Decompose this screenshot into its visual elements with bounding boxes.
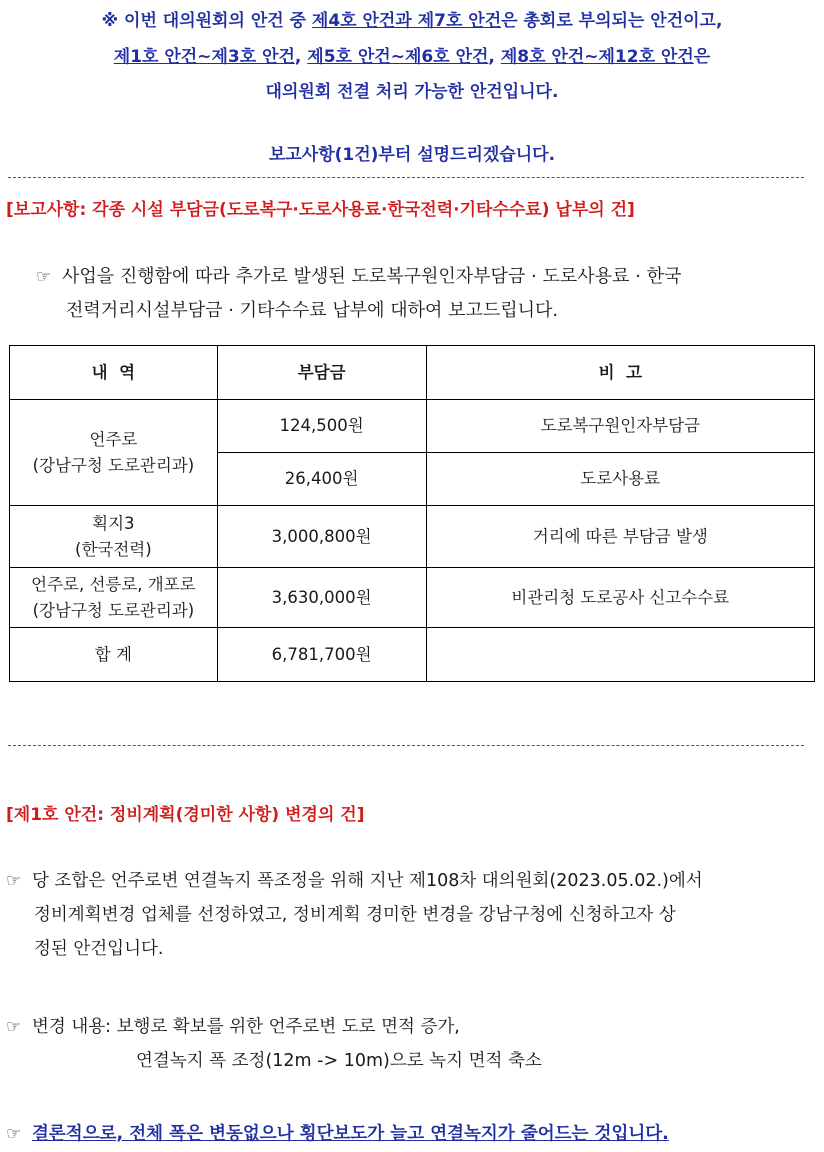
intro-highlight-general-assembly: 제4호 안건과 제7호 안건 [311,11,502,31]
pointing-hand-icon: ☞ [6,871,22,891]
comma: , [488,47,501,67]
intro-line-1 [0,6,824,31]
divider [8,745,804,746]
fee-table [9,345,815,682]
item-line-1: 언주로 [89,429,138,449]
report-text: 사업을 진행함에 따라 추가로 발생된 도로복구원인자부담금 · 도로사용료 · 한국 [62,266,682,287]
intro-highlight-8-12: 제8호 안건~제12호 안건 [500,47,694,67]
intro-highlight-5-6: 제5호 안건~제6호 안건 [307,47,489,67]
item-line-1: 획지3 [92,513,135,533]
total-label-cell: 합 계 [10,628,218,682]
pointing-hand-icon: ☞ [6,1124,22,1144]
agenda1-paragraph-3 [6,1117,821,1151]
pointing-hand-icon: ☞ [6,1017,22,1037]
amount-cell: 26,400원 [217,453,426,506]
item-cell [10,568,218,628]
intro-text: ※ 이번 대의원회의 안건 중 [101,11,312,31]
amount-cell: 124,500원 [217,400,426,453]
item-cell [10,400,218,506]
agenda1-paragraph-1 [6,864,816,966]
pointing-hand-icon: ☞ [36,267,52,287]
divider [8,177,804,178]
agenda1-p2-line-1 [6,1010,816,1044]
intro-text: 은 [693,47,711,67]
table-row [10,506,815,568]
report-line-1 [36,260,816,294]
table-row [10,400,815,453]
total-amount-cell: 6,781,700원 [217,628,426,682]
report-line-2: 전력거리시설부담금 · 기타수수료 납부에 대하여 보고드립니다. [66,300,559,321]
agenda1-conclusion: 결론적으로, 전체 폭은 변동없으나 횡단보도가 늘고 연결녹지가 줄어드는 것입니다. [32,1124,669,1144]
table-header-row [10,346,815,400]
agenda1-p2-line-2: 연결녹지 폭 조정(12m -> 10m)으로 녹지 면적 축소 [136,1051,542,1071]
agenda1-p1-line-3: 정된 안건입니다. [34,939,164,959]
agenda1-heading: [제1호 안건: 정비계획(경미한 사항) 변경의 건] [6,805,365,825]
agenda1-paragraph-2 [6,1010,816,1078]
table-row [10,568,815,628]
item-line-2: (한국전력) [75,539,152,559]
report-paragraph [36,260,816,328]
intro-line-3: 대의원회 전결 처리 가능한 안건입니다. [265,82,559,102]
intro-line-2 [0,42,824,67]
note-cell: 비관리청 도로공사 신고수수료 [426,568,814,628]
intro-text: 은 총회로 부의되는 안건이고, [501,11,723,31]
agenda1-text: 당 조합은 언주로변 연결녹지 폭조정을 위해 지난 제108차 대의원회(2023.05.02.)에서 [32,871,703,891]
intro-highlight-1-3: 제1호 안건~제3호 안건 [113,47,295,67]
report-heading: [보고사항: 각종 시설 부담금(도로복구·도로사용료·한국전력·기타수수료) 납부의 건] [6,200,635,220]
agenda1-text: 변경 내용: 보행로 확보를 위한 언주로변 도로 면적 증가, [32,1017,460,1037]
agenda1-p1-line-2: 정비계획변경 업체를 선정하였고, 정비계획 경미한 변경을 강남구청에 신청하고자 상 [34,905,676,925]
intro-line-4: 보고사항(1건)부터 설명드리겠습니다. [268,145,556,165]
item-line-1: 언주로, 선릉로, 개포로 [31,574,196,594]
table-total-row [10,628,815,682]
note-cell: 도로사용료 [426,453,814,506]
note-cell: 도로복구원인자부담금 [426,400,814,453]
note-cell: 거리에 따른 부담금 발생 [426,506,814,568]
item-line-2: (강남구청 도로관리과) [32,600,195,620]
header-note: 비 고 [426,346,814,400]
comma: , [294,47,308,67]
item-cell [10,506,218,568]
item-line-2: (강남구청 도로관리과) [32,455,195,475]
amount-cell: 3,630,000원 [217,568,426,628]
total-note-cell [426,628,814,682]
amount-cell: 3,000,800원 [217,506,426,568]
agenda1-p1-line-1 [6,864,816,898]
header-amount: 부담금 [217,346,426,400]
header-item: 내 역 [10,346,218,400]
